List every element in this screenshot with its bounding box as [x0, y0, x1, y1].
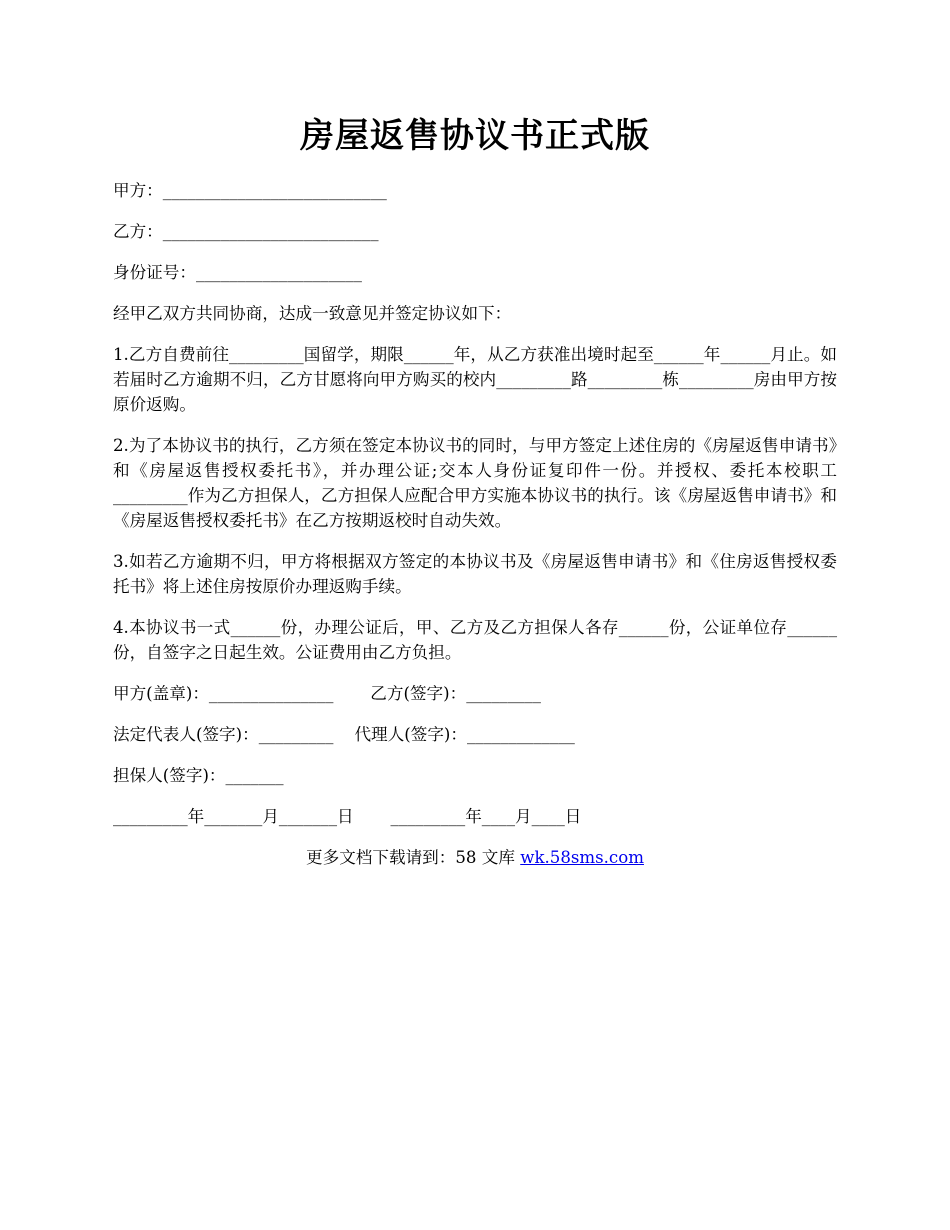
party-a-line: 甲方：___________________________	[113, 181, 387, 200]
document-body	[113, 178, 837, 870]
intro-paragraph: 经甲乙双方共同协商，达成一致意见并签定协议如下：	[113, 304, 512, 323]
signature-line-representative-agent: 法定代表人(签字)：_________ 代理人(签字)：_____________	[113, 725, 575, 744]
document-title: 房屋返售协议书正式版	[300, 116, 650, 156]
footer-text: 更多文档下载请到：58 文库	[306, 848, 521, 867]
id-number-line: 身份证号：____________________	[113, 263, 362, 282]
signature-line-party-a-b: 甲方(盖章)：_______________ 乙方(签字)：_________	[113, 684, 541, 703]
clause-3: 3.如若乙方逾期不归，甲方将根据双方签定的本协议书及《房屋返售申请书》和《住房返售授权委托书》将上述住房按原价办理返购手续。	[113, 552, 837, 596]
clause-2: 2.为了本协议书的执行，乙方须在签定本协议书的同时，与甲方签定上述住房的《房屋返售申请书》和《房屋返售授权委托书》，并办理公证;交本人身份证复印件一份。并授权、委托本校职工_________作为乙方担保人，乙方担保人应配合甲方实施本协议书的执行。该《房屋返售申请书》和《房屋返售授权委托书》在乙方按期返校时自动失效。	[113, 436, 837, 530]
signature-date-line: _________年_______月_______日 _________年____月____日	[113, 807, 582, 826]
footer-link[interactable]: wk.58sms.com	[520, 848, 644, 867]
clause-1: 1.乙方自费前往_________国留学，期限______年，从乙方获准出境时起至______年______月止。如若届时乙方逾期不归，乙方甘愿将向甲方购买的校内_________路_________栋_________房由甲方按原价返购。	[113, 345, 837, 414]
clause-4: 4.本协议书一式______份，办理公证后，甲、乙方及乙方担保人各存______份，公证单位存______份，自签字之日起生效。公证费用由乙方负担。	[113, 618, 837, 662]
signature-line-guarantor: 担保人(签字)：_______	[113, 766, 284, 785]
party-b-line: 乙方：__________________________	[113, 222, 379, 241]
footer	[113, 845, 837, 870]
